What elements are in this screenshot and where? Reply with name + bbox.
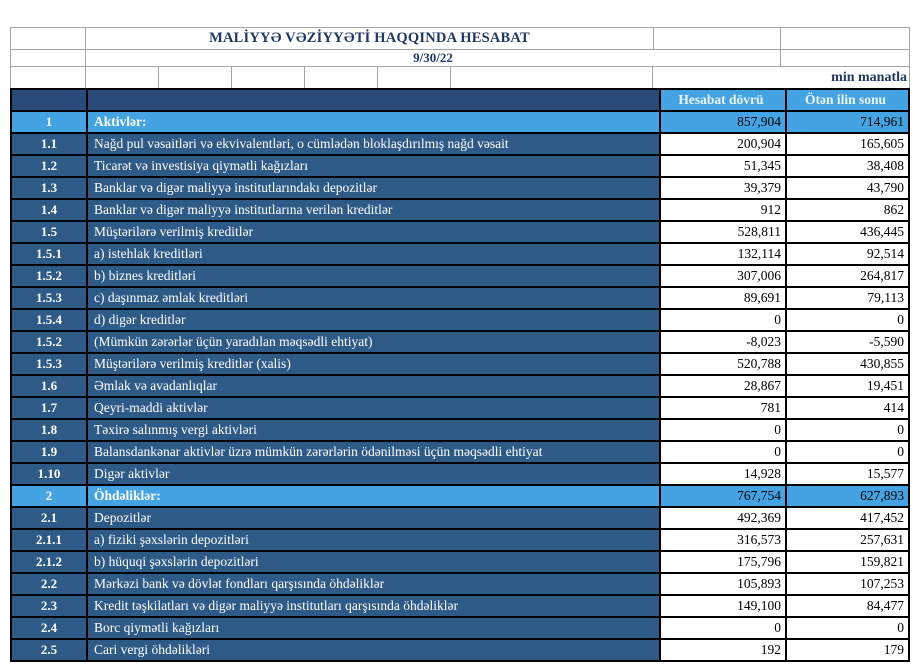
value-current-period: 0 bbox=[661, 310, 787, 330]
row-label: Cari vergi öhdəlikləri bbox=[88, 640, 661, 660]
table-row bbox=[12, 308, 908, 330]
value-current-period: 492,369 bbox=[661, 508, 787, 528]
row-label: b) biznes kreditləri bbox=[88, 266, 661, 286]
value-current-period: 51,345 bbox=[661, 156, 787, 176]
header-empty-cell bbox=[654, 28, 781, 49]
row-label: Depozitlər bbox=[88, 508, 661, 528]
value-prev-year: -5,590 bbox=[787, 332, 908, 352]
value-current-period: 200,904 bbox=[661, 134, 787, 154]
header-empty-cell bbox=[11, 67, 86, 88]
table-row bbox=[12, 198, 908, 220]
row-label: Öhdəliklər: bbox=[88, 486, 661, 506]
row-label: Müştərilərə verilmiş kreditlər (xalis) bbox=[88, 354, 661, 374]
value-prev-year: 0 bbox=[787, 442, 908, 462]
value-current-period: 0 bbox=[661, 618, 787, 638]
row-number: 1.9 bbox=[12, 442, 88, 462]
row-number: 1.8 bbox=[12, 420, 88, 440]
report-date: 9/30/22 bbox=[86, 50, 781, 66]
value-prev-year: 417,452 bbox=[787, 508, 908, 528]
row-label: Banklar və digər maliyyə institutlarındakı depozitlər bbox=[88, 178, 661, 198]
row-label: d) digər kreditlər bbox=[88, 310, 661, 330]
value-prev-year: 92,514 bbox=[787, 244, 908, 264]
header-empty-cell bbox=[86, 67, 159, 88]
row-label: (Mümkün zərərlər üçün yaradılan məqsədli ehtiyat) bbox=[88, 332, 661, 352]
row-number: 1.5 bbox=[12, 222, 88, 242]
table-row bbox=[12, 176, 908, 198]
header-empty-cell bbox=[232, 67, 305, 88]
table-row bbox=[12, 462, 908, 484]
row-label: a) fiziki şəxslərin depozitləri bbox=[88, 530, 661, 550]
row-number: 1.5.2 bbox=[12, 332, 88, 352]
row-number: 1.5.1 bbox=[12, 244, 88, 264]
header-empty-cell bbox=[451, 67, 653, 88]
value-current-period: 105,893 bbox=[661, 574, 787, 594]
value-current-period: 28,867 bbox=[661, 376, 787, 396]
value-current-period: 307,006 bbox=[661, 266, 787, 286]
value-current-period: 316,573 bbox=[661, 530, 787, 550]
row-number: 2 bbox=[12, 486, 88, 506]
header-empty-cell bbox=[781, 28, 909, 49]
row-label: Təxirə salınmış vergi aktivləri bbox=[88, 420, 661, 440]
table-row bbox=[12, 550, 908, 572]
table-header-row bbox=[12, 90, 908, 110]
value-current-period: 39,379 bbox=[661, 178, 787, 198]
row-number: 1.5.2 bbox=[12, 266, 88, 286]
row-number: 2.3 bbox=[12, 596, 88, 616]
value-prev-year: 38,408 bbox=[787, 156, 908, 176]
table-row bbox=[12, 616, 908, 638]
value-prev-year: 264,817 bbox=[787, 266, 908, 286]
value-prev-year: 862 bbox=[787, 200, 908, 220]
table-row bbox=[12, 220, 908, 242]
value-prev-year: 627,893 bbox=[787, 486, 908, 506]
table-row bbox=[12, 572, 908, 594]
row-number: 1.5.3 bbox=[12, 288, 88, 308]
value-prev-year: 430,855 bbox=[787, 354, 908, 374]
row-number: 1.7 bbox=[12, 398, 88, 418]
value-prev-year: 414 bbox=[787, 398, 908, 418]
value-prev-year: 0 bbox=[787, 420, 908, 440]
row-label: Müştərilərə verilmiş kreditlər bbox=[88, 222, 661, 242]
table-row bbox=[12, 594, 908, 616]
row-number: 1 bbox=[12, 112, 88, 132]
unit-note-row bbox=[11, 66, 909, 88]
table-row bbox=[12, 242, 908, 264]
row-label: Mərkəzi bank və dövlət fondları qarşısında öhdəliklər bbox=[88, 574, 661, 594]
column-header-period: Hesabat dövrü bbox=[661, 90, 787, 110]
row-number: 1.6 bbox=[12, 376, 88, 396]
table-row bbox=[12, 154, 908, 176]
row-label: Digər aktivlər bbox=[88, 464, 661, 484]
header-empty-cell bbox=[378, 67, 451, 88]
value-prev-year: 43,790 bbox=[787, 178, 908, 198]
table-row bbox=[12, 418, 908, 440]
row-label: Əmlak və avadanlıqlar bbox=[88, 376, 661, 396]
value-current-period: 14,928 bbox=[661, 464, 787, 484]
value-current-period: 149,100 bbox=[661, 596, 787, 616]
row-label: Borc qiymətli kağızları bbox=[88, 618, 661, 638]
table-row bbox=[12, 506, 908, 528]
value-current-period: 0 bbox=[661, 442, 787, 462]
header-label-cell bbox=[88, 90, 661, 110]
value-prev-year: 714,961 bbox=[787, 112, 908, 132]
value-prev-year: 436,445 bbox=[787, 222, 908, 242]
table-row bbox=[12, 132, 908, 154]
value-prev-year: 19,451 bbox=[787, 376, 908, 396]
row-number: 2.4 bbox=[12, 618, 88, 638]
row-label: b) hüquqi şəxslərin depozitləri bbox=[88, 552, 661, 572]
unit-note: min manatla bbox=[831, 70, 907, 85]
row-number: 2.2 bbox=[12, 574, 88, 594]
column-header-prev-year: Ötən ilin sonu bbox=[787, 90, 908, 110]
table-row bbox=[12, 110, 908, 132]
table-row bbox=[12, 528, 908, 550]
value-prev-year: 179 bbox=[787, 640, 908, 660]
value-prev-year: 84,477 bbox=[787, 596, 908, 616]
value-current-period: 175,796 bbox=[661, 552, 787, 572]
table-row bbox=[12, 264, 908, 286]
value-current-period: 132,114 bbox=[661, 244, 787, 264]
row-number: 1.3 bbox=[12, 178, 88, 198]
table-row bbox=[12, 330, 908, 352]
value-current-period: 89,691 bbox=[661, 288, 787, 308]
row-label: Kredit təşkilatları və digər maliyyə institutları qarşısında öhdəliklər bbox=[88, 596, 661, 616]
row-label: Nağd pul vəsaitləri və ekvivalentləri, o cümlədən bloklaşdırılmış nağd vəsait bbox=[88, 134, 661, 154]
report-title: MALİYYƏ VƏZİYYƏTİ HAQQINDA HESABAT bbox=[86, 28, 654, 49]
value-current-period: -8,023 bbox=[661, 332, 787, 352]
value-current-period: 528,811 bbox=[661, 222, 787, 242]
value-current-period: 192 bbox=[661, 640, 787, 660]
value-prev-year: 0 bbox=[787, 618, 908, 638]
row-number: 2.1 bbox=[12, 508, 88, 528]
row-label: Balansdankənar aktivlər üzrə mümkün zərərlərin ödənilməsi üçün məqsədli ehtiyat bbox=[88, 442, 661, 462]
row-number: 2.1.1 bbox=[12, 530, 88, 550]
row-label: a) istehlak kreditləri bbox=[88, 244, 661, 264]
balance-table bbox=[10, 88, 910, 662]
value-prev-year: 159,821 bbox=[787, 552, 908, 572]
value-prev-year: 0 bbox=[787, 310, 908, 330]
table-row bbox=[12, 352, 908, 374]
row-number: 1.5.4 bbox=[12, 310, 88, 330]
header-number-cell bbox=[12, 90, 88, 110]
header-empty-cell bbox=[11, 28, 86, 49]
value-current-period: 912 bbox=[661, 200, 787, 220]
header-empty-cell bbox=[159, 67, 232, 88]
row-number: 1.10 bbox=[12, 464, 88, 484]
value-prev-year: 107,253 bbox=[787, 574, 908, 594]
table-row bbox=[12, 396, 908, 418]
header-empty-cell bbox=[305, 67, 378, 88]
row-number: 1.2 bbox=[12, 156, 88, 176]
report-date-row bbox=[11, 49, 909, 66]
table-body bbox=[12, 110, 908, 660]
report-title-row bbox=[11, 28, 909, 49]
value-current-period: 520,788 bbox=[661, 354, 787, 374]
value-current-period: 781 bbox=[661, 398, 787, 418]
value-prev-year: 79,113 bbox=[787, 288, 908, 308]
value-prev-year: 15,577 bbox=[787, 464, 908, 484]
value-current-period: 857,904 bbox=[661, 112, 787, 132]
row-label: Qeyri-maddi aktivlər bbox=[88, 398, 661, 418]
row-number: 1.5.3 bbox=[12, 354, 88, 374]
row-label: Aktivlər: bbox=[88, 112, 661, 132]
row-number: 2.5 bbox=[12, 640, 88, 660]
row-label: Ticarət və investisiya qiymətli kağızları bbox=[88, 156, 661, 176]
row-number: 1.1 bbox=[12, 134, 88, 154]
table-row bbox=[12, 440, 908, 462]
header-empty-cell bbox=[11, 50, 86, 66]
row-number: 1.4 bbox=[12, 200, 88, 220]
report-header bbox=[10, 27, 910, 88]
table-row bbox=[12, 286, 908, 308]
row-label: c) daşınmaz əmlak kreditləri bbox=[88, 288, 661, 308]
value-current-period: 0 bbox=[661, 420, 787, 440]
row-label: Banklar və digər maliyyə institutlarına verilən kreditlər bbox=[88, 200, 661, 220]
table-row bbox=[12, 484, 908, 506]
header-empty-cell bbox=[781, 50, 909, 66]
row-number: 2.1.2 bbox=[12, 552, 88, 572]
value-prev-year: 165,605 bbox=[787, 134, 908, 154]
value-prev-year: 257,631 bbox=[787, 530, 908, 550]
table-row bbox=[12, 374, 908, 396]
table-row bbox=[12, 638, 908, 660]
value-current-period: 767,754 bbox=[661, 486, 787, 506]
